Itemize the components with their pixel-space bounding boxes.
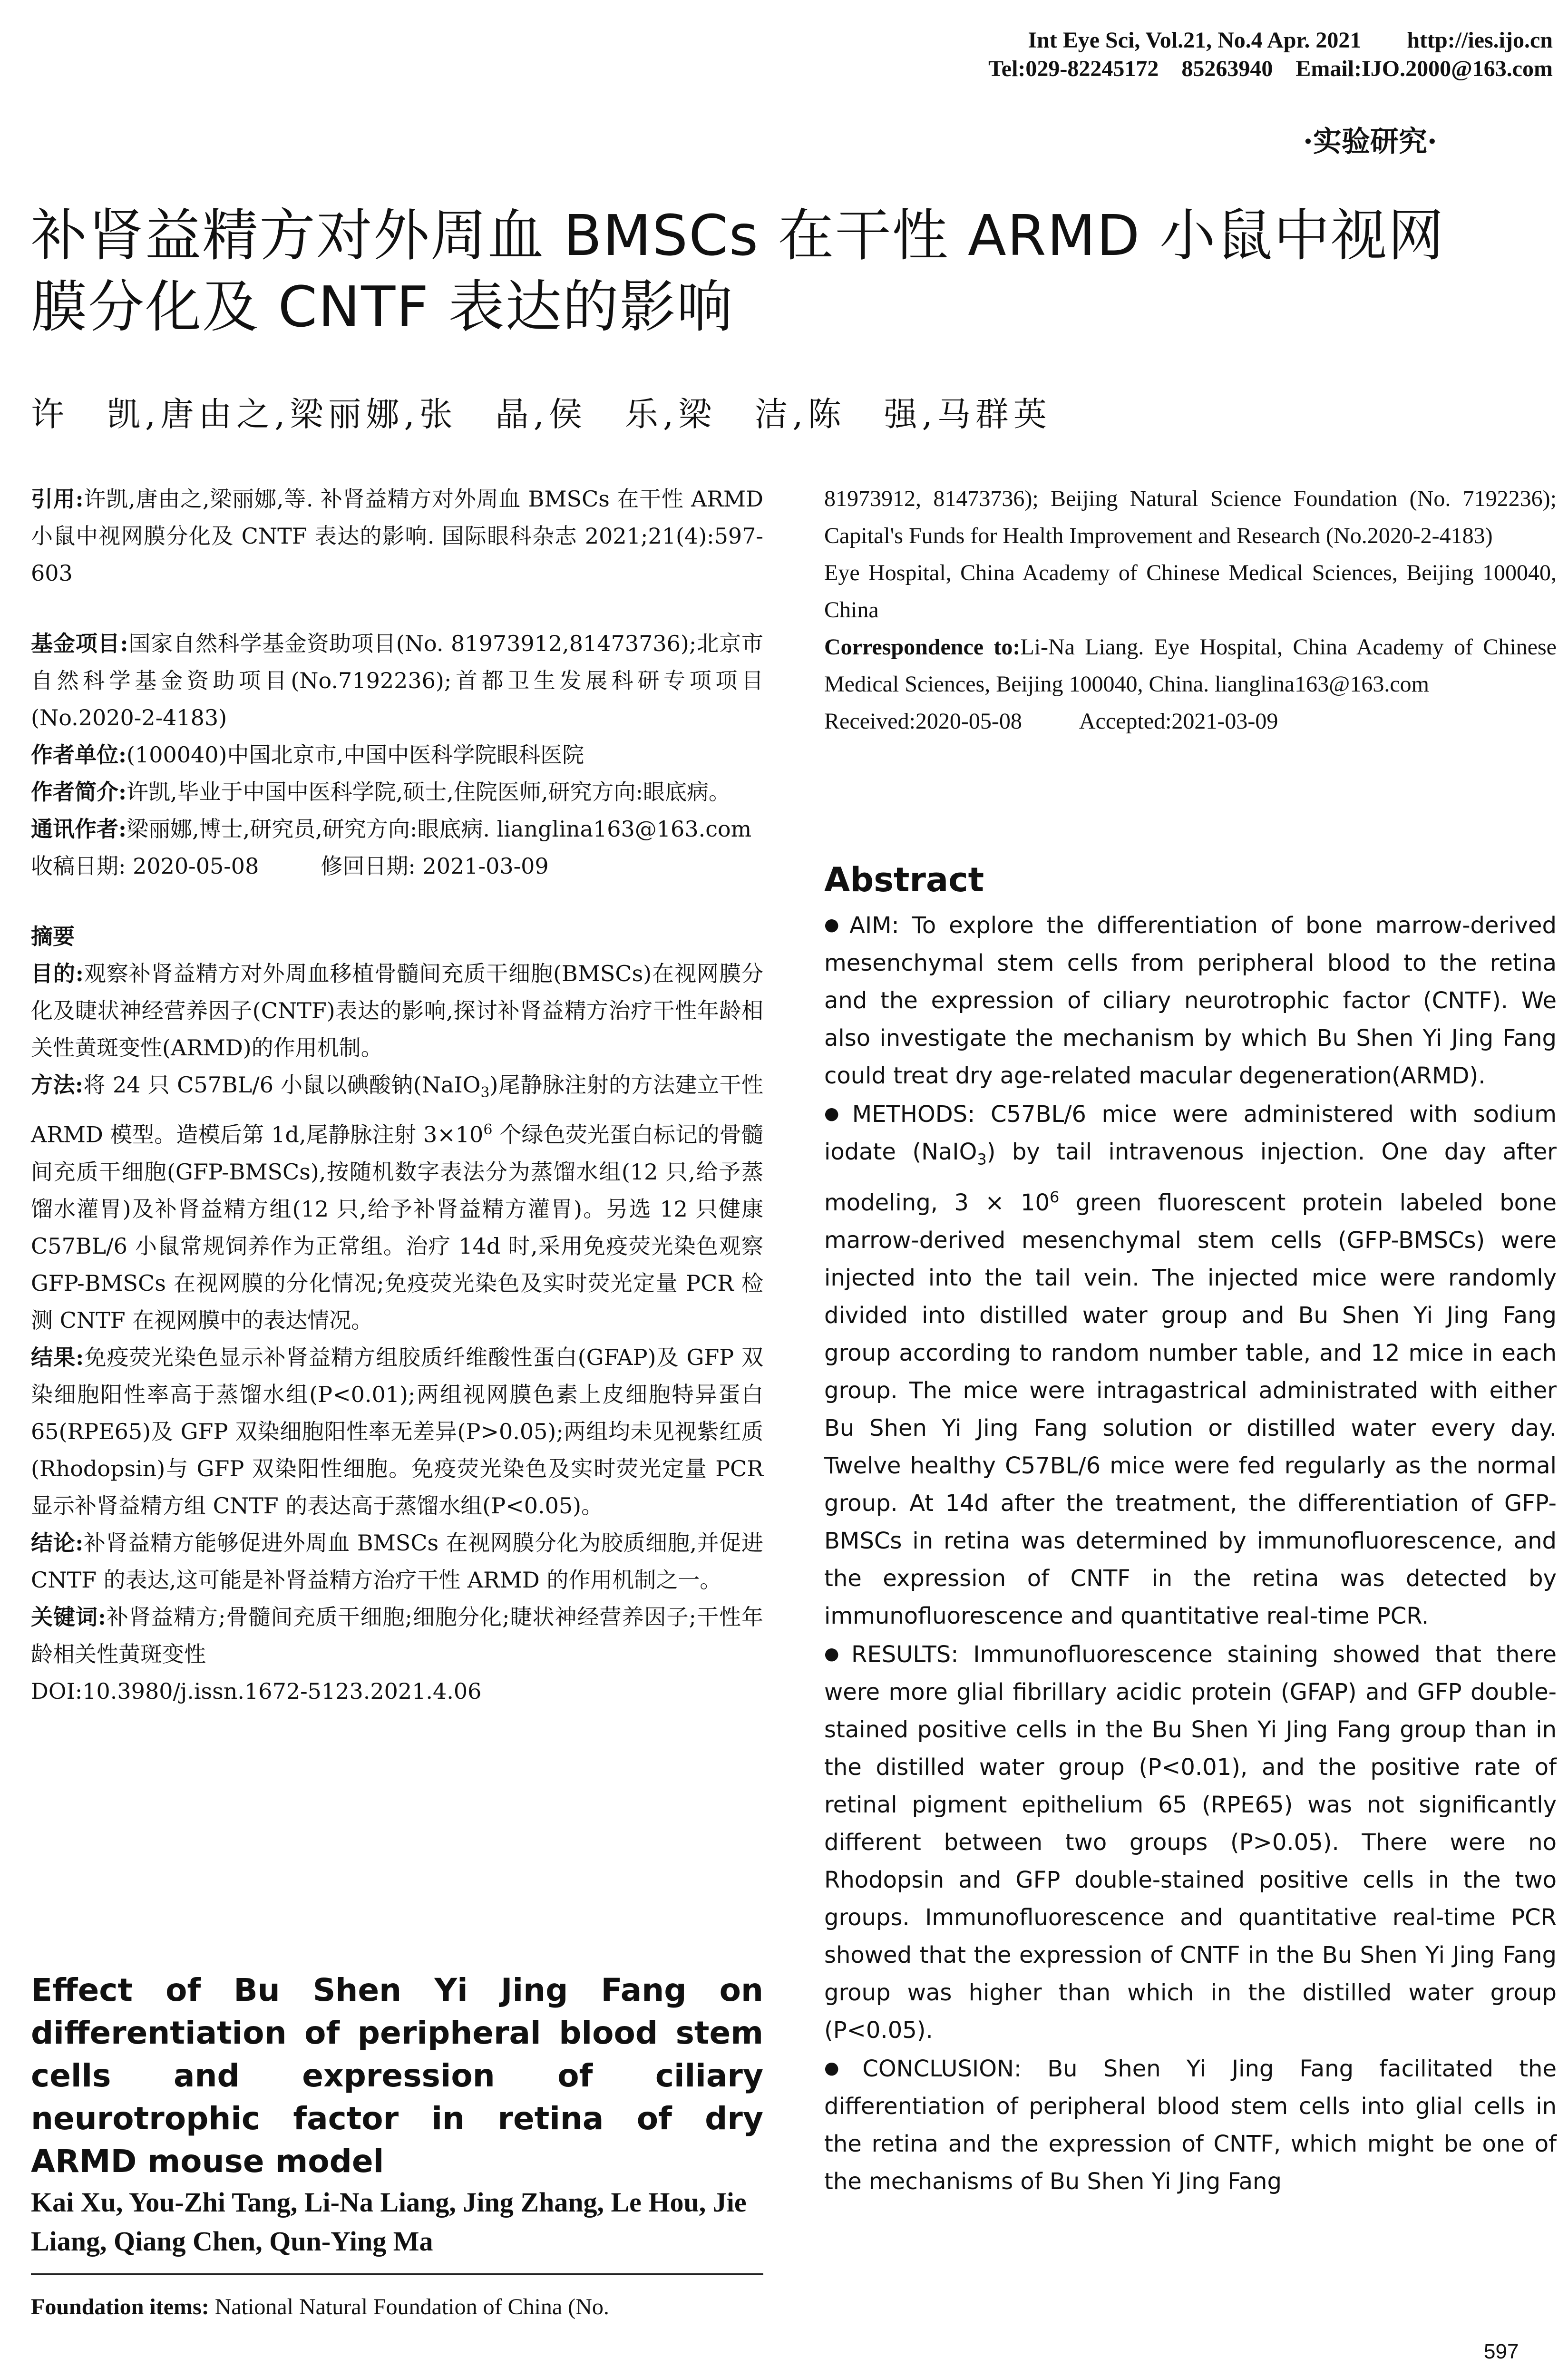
- accepted-en: Accepted:2021-03-09: [1079, 709, 1278, 734]
- conclusion-label: 结论:: [31, 1529, 84, 1556]
- affiliation: [31, 736, 763, 773]
- doi: DOI:10.3980/j.issn.1672-5123.2021.4.06: [31, 1678, 482, 1704]
- methods-en-text-2: ) by tail intravenous injection. One day after modeling, 3 × 10: [824, 1139, 1557, 1216]
- divider: [31, 2273, 763, 2275]
- page-title: [31, 200, 1553, 342]
- citation-label: 引用:: [31, 486, 84, 512]
- methods-text-1: 将 24 只 C57BL/6 小鼠以碘酸钠(NaIO: [83, 1072, 481, 1098]
- methods-superscript: 6: [483, 1121, 493, 1139]
- funding: [31, 625, 763, 736]
- bullet-icon: ●: [824, 2058, 858, 2078]
- methods-en-superscript: 6: [1050, 1188, 1060, 1206]
- keywords-text: 补肾益精方;骨髓间充质干细胞;细胞分化;睫状神经营养因子;干性年龄相关性黄斑变性: [31, 1604, 763, 1667]
- correspondence-text: 梁丽娜,博士,研究员,研究方向:眼底病. lianglina163@163.com: [126, 816, 752, 842]
- affiliation-label: 作者单位:: [31, 742, 127, 768]
- conclusion-text: 补肾益精方能够促进外周血 BMSCs 在视网膜分化为胶质细胞,并促进 CNTF 的表达,这可能是补肾益精方治疗干性 ARMD 的作用机制之一。: [31, 1529, 764, 1593]
- page-number: 597: [1484, 2340, 1519, 2363]
- foundation-text: National Natural Foundation of China (No.: [214, 2294, 609, 2319]
- funding-text: 国家自然科学基金资助项目(No. 81973912,81473736);北京市自然科学基金资助项目(No.7192236);首都卫生发展科研专项项目(No.2020-2-4183): [31, 631, 763, 731]
- conclusion-en: [824, 2049, 1557, 2201]
- left-column: [31, 480, 763, 1710]
- citation: [31, 480, 763, 592]
- correspondence-label: 通讯作者:: [31, 816, 127, 842]
- methods-en-text-1: C57BL/6 mice were administered with sodium iodate (NaIO: [824, 1101, 1557, 1165]
- abstract-en: [824, 906, 1557, 2201]
- foundation-label: Foundation items:: [31, 2294, 209, 2319]
- methods-subscript: 3: [480, 1084, 490, 1101]
- bullet-icon: ●: [824, 1644, 847, 1664]
- methods-text-2: )尾静脉注射的方法建立干性 ARMD 模型。造模后第 1d,尾静脉注射 3×10: [31, 1072, 763, 1148]
- conclusion-en-label: CONCLUSION:: [862, 2055, 1022, 2082]
- methods-en-text-3: green fluorescent protein labeled bone marrow-derived mesenchymal stem cells (GFP-BMSCs) were injected into the tail vein. The injected mice were randomly divided into distilled water group and Bu Shen Yi Jing Fang group according to random number table, and 12 mice in each group. The mice were intragastrical administrated with either Bu Shen Yi Jing Fang solution or distilled water every day. Twelve healthy C57BL/6 mice were fed regularly as the normal group. At 14d after the treatment, the differentiation of GFP-BMSCs in retina was determined by immunofluorescence, and the expression of CNTF in the retina was detected by immunofluorescence and quantitative real-time PCR.: [824, 1189, 1557, 1629]
- revised-date: 修回日期: 2021-03-09: [321, 853, 549, 879]
- keywords-label: 关键词:: [31, 1604, 106, 1630]
- conclusion-cn: [31, 1524, 763, 1598]
- affiliation-en: Eye Hospital, China Academy of Chinese Medical Sciences, Beijing 100040, China: [824, 560, 1557, 623]
- results-cn: [31, 1339, 763, 1524]
- section-label: ·实验研究·: [1303, 125, 1437, 158]
- results-en-text: Immunofluorescence staining showed that there were more glial fibrillary acidic protein (GFAP) and GFP double-stained positive cells in the Bu Shen Yi Jing Fang group than in the distilled water group (P<0.01), and the positive rate of retinal pigment epithelium 65 (RPE65) was not significantly different between two groups (P>0.05). There were no Rhodopsin and GFP double-stained positive cells in the two groups. Immunofluorescence and quantitative real-time PCR showed that the expression of CNTF in the Bu Shen Yi Jing Fang group was higher than which in the distilled water group (P<0.05).: [824, 1641, 1557, 2044]
- correspondence-en-label: Correspondence to:: [824, 634, 1021, 660]
- aim-label: 目的:: [31, 961, 84, 986]
- results-label: 结果:: [31, 1344, 84, 1370]
- foundation-items: [31, 2289, 763, 2326]
- results-text: 免疫荧光染色显示补肾益精方组胶质纤维酸性蛋白(GFAP)及 GFP 双染细胞阳性率高于蒸馏水组(P<0.01);两组视网膜色素上皮细胞特异蛋白 65(RPE65)及 GFP 双染细胞阳性率无差异(P>0.05);两组均未见视紫红质(Rhodopsin)与 GFP 双染阳性细胞。免疫荧光染色及实时荧光定量 PCR 显示补肾益精方组 CNTF 的表达高于蒸馏水组(P<0.05)。: [31, 1344, 764, 1519]
- correspondence: [31, 810, 763, 848]
- received-date: 收稿日期: 2020-05-08: [31, 853, 259, 879]
- received-en: Received:2020-05-08: [824, 709, 1022, 734]
- bio-label: 作者简介:: [31, 779, 127, 805]
- affiliation-text: (100040)中国北京市,中国中医科学院眼科医院: [126, 742, 584, 768]
- bullet-icon: ●: [824, 915, 845, 935]
- english-title: Effect of Bu Shen Yi Jing Fang on differentiation of peripheral blood stem cells and expression of ciliary neurotrophic factor in retina of dry ARMD mouse model: [31, 1972, 763, 2180]
- conclusion-en-text: Bu Shen Yi Jing Fang facilitated the differentiation of peripheral blood stem cells into glial cells in the retina and the expression of CNTF, which might be one of the mechanisms of Bu Shen Yi Jing Fang: [824, 2055, 1557, 2195]
- english-authors: Kai Xu, You-Zhi Tang, Li-Na Liang, Jing Zhang, Le Hou, Jie Liang, Qiang Chen, Qun-Ying Ma: [31, 2187, 747, 2257]
- bio-text: 许凯,毕业于中国中医科学院,硕士,住院医师,研究方向:眼底病。: [126, 779, 730, 805]
- results-en: [824, 1635, 1557, 2049]
- results-en-label: RESULTS:: [851, 1641, 959, 1668]
- journal-info: Int Eye Sci, Vol.21, No.4 Apr. 2021 http://ies.ijo.cn: [1028, 28, 1553, 53]
- title-line-1: 补肾益精方对外周血 BMSCs 在干性 ARMD 小鼠中视网: [31, 203, 1445, 268]
- methods-cn: [31, 1066, 763, 1339]
- methods-label: 方法:: [31, 1072, 83, 1098]
- authors-cn: 许 凯,唐由之,梁丽娜,张 晶,侯 乐,梁 洁,陈 强,马群英: [31, 395, 1052, 434]
- methods-en-subscript: 3: [977, 1150, 987, 1169]
- funding-label: 基金项目:: [31, 631, 128, 656]
- methods-en: [824, 1095, 1557, 1635]
- abstract-title-en: Abstract: [824, 860, 984, 899]
- aim-cn: [31, 955, 763, 1066]
- methods-text-3: 个绿色荧光蛋白标记的骨髓间充质干细胞(GFP-BMSCs),按随机数字表法分为蒸馏水组(12 只,给予蒸馏水灌胃)及补肾益精方组(12 只,给予补肾益精方灌胃)。另选 12 只健康 C57BL/6 小鼠常规饲养作为正常组。治疗 14d 时,采用免疫荧光染色观察 GFP-BMSCs 在视网膜的分化情况;免疫荧光染色及实时荧光定量 PCR 检测 CNTF 在视网膜中的表达情况。: [31, 1121, 763, 1333]
- aim-en: [824, 906, 1557, 1095]
- dates: [31, 848, 763, 885]
- dates-en: [824, 703, 1557, 740]
- journal-contact: Tel:029-82245172 85263940 Email:IJO.2000@163.com: [988, 56, 1553, 81]
- aim-text: 观察补肾益精方对外周血移植骨髓间充质干细胞(BMSCs)在视网膜分化及睫状神经营养因子(CNTF)表达的影响,探讨补肾益精方治疗干性年龄相关性黄斑变性(ARMD)的作用机制。: [31, 961, 763, 1061]
- methods-en-label: METHODS:: [852, 1101, 975, 1128]
- citation-text: 许凯,唐由之,梁丽娜,等. 补肾益精方对外周血 BMSCs 在干性 ARMD 小鼠中视网膜分化及 CNTF 表达的影响. 国际眼科杂志 2021;21(4):597-603: [31, 486, 763, 586]
- title-line-2: 膜分化及 CNTF 表达的影响: [31, 274, 734, 340]
- author-bio: [31, 773, 763, 810]
- journal-header: [713, 26, 1553, 83]
- abstract-title-cn: 摘要: [31, 924, 75, 949]
- right-info: [824, 480, 1557, 740]
- bullet-icon: ●: [824, 1104, 847, 1123]
- correspondence-en-text: Li-Na Liang. Eye Hospital, China Academy of Chinese Medical Sciences, Beijing 100040, China. lianglina163@163.com: [824, 634, 1557, 697]
- correspondence-en: [824, 629, 1557, 703]
- aim-en-text: To explore the differentiation of bone marrow-derived mesenchymal stem cells from peripheral blood to the retina and the expression of ciliary neurotrophic factor (CNTF). We also investigate the mechanism by which Bu Shen Yi Jing Fang could treat dry age-related macular degeneration(ARMD).: [824, 912, 1557, 1089]
- aim-en-label: AIM:: [849, 912, 899, 939]
- keywords-cn: [31, 1598, 763, 1673]
- foundation-continued: 81973912, 81473736); Beijing Natural Science Foundation (No. 7192236); Capital's Funds for Health Improvement and Research (No.2020-2-4183): [824, 486, 1557, 548]
